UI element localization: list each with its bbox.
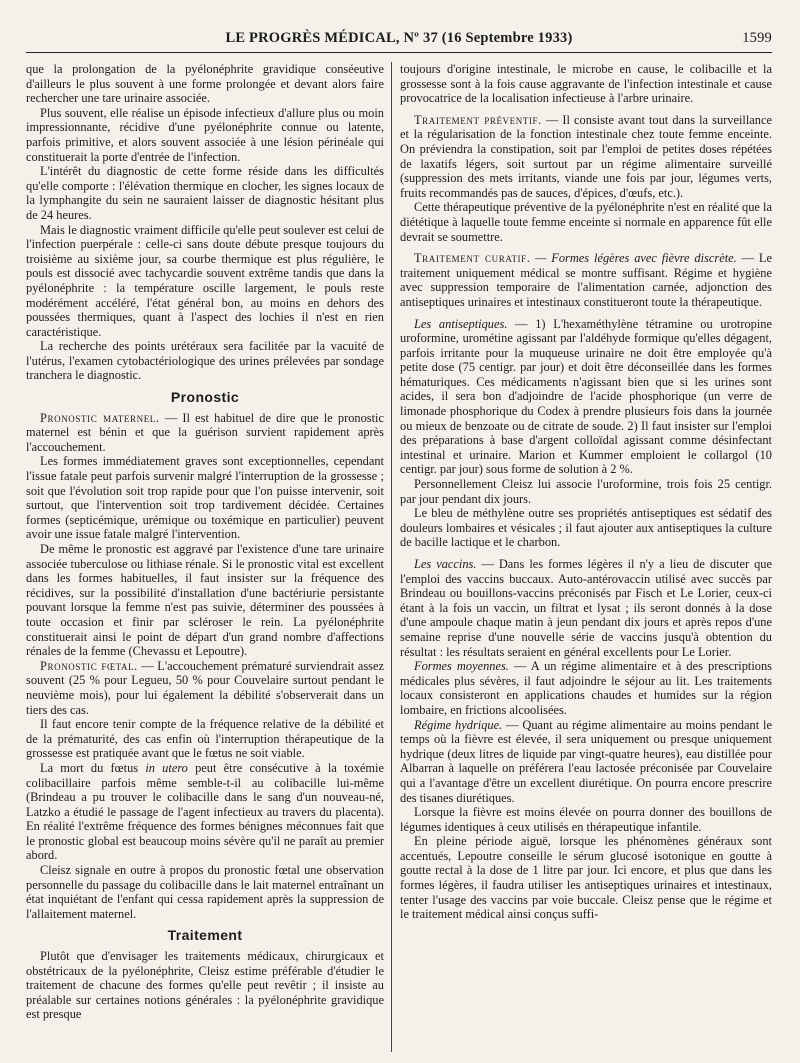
paragraph: Lorsque la fièvre est moins élevée on pourra donner des bouillons de légumes identiques à ceux utilisés en thérapeutique infantile. bbox=[400, 805, 772, 834]
paragraph: La mort du fœtus in utero peut être consécutive à la toxémie colibacillaire parfois même semble-t-il au colibacille lui-même (Brindeau a pu trouver le colibacille dans le sang d'un nouveau-né, Latzko a étudié le passage de l'agent infectieux au travers du placenta). En réalité l'extrême fréquence des formes bénignes méconnues fait que le pronostic global est beaucoup moins sévère qu'il ne paraît au premier abord. bbox=[26, 760, 384, 863]
paragraph: De même le pronostic est aggravé par l'existence d'une tare urinaire associée tuberculose ou lithiase rénale. Si le pronostic vital est excellent dans les formes habituelles, il faut insister sur la fréquence des récidives, sur la possibilité d'installation d'une bactériurie persistante pouvant lorsque la femme n'est pas suivie, déterminer des poussées à toute occasion et finir par scléroser le rein. La pyélonéphrite constituerait ainsi le point de départ d'un grand nombre d'affections rénales de la femme (Chevassu et Lepoutre). bbox=[26, 542, 384, 659]
paragraph: Les antiseptiques. — 1) L'hexaméthylène tétramine ou urotropine uroformine, urométine agissant par l'aldéhyde formique qu'elles dégagent, parfois irritante pour la muqueuse urinaire ne doit être employée qu'à petite dose (75 centigr. par jour) et doit être déconseillée dans les formes hématuriques. Ces médicaments n'agissant bien que si les urines sont acides, il sera bon d'adjoindre de l'acide phosphorique (un verre de limonade phosphorique du Codex à prendre plusieurs fois dans la journée ou mieux de benzoate ou de citrate de soude. 2) Il faut insister sur l'emploi des préparations à base d'argent colloïdal agissant comme désinfectant intestinal et urinaire. Marion et Kummer emploient le collargol (10 centigr. par jour) sous forme de solution à 2 %. bbox=[400, 316, 772, 477]
paragraph: Le bleu de méthylène outre ses propriétés antiseptiques est sédatif des douleurs lombaires et vésicales ; il faut ajouter aux antiseptiques la culture de bacille lactique et le charbon. bbox=[400, 506, 772, 550]
paragraph: Pronostic maternel. — Il est habituel de dire que le pronostic maternel est bénin et que la guérison survient rapidement après l'accouchement. bbox=[26, 410, 384, 454]
paragraph: Plutôt que d'envisager les traitements médicaux, chirurgicaux et obstétricaux de la pyélonéphrite, Cleisz estime préférable d'étudier le traitement de chacune des formes qu'elle peut revêtir ; il insiste au préalable sur certaines notions générales : la pyélonéphrite gravidique est presque bbox=[26, 949, 384, 1022]
run-in-label: Les antiseptiques. bbox=[414, 316, 508, 331]
paragraph: Cette thérapeutique préventive de la pyélonéphrite n'est en réalité que la diététique à laquelle toute femme enceinte si normale en apparence fût elle devrait se soumettre. bbox=[400, 200, 772, 244]
left-column bbox=[26, 62, 384, 1054]
run-in-label: Pronostic fœtal. bbox=[40, 658, 138, 673]
section-heading-traitement: Traitement bbox=[167, 927, 243, 944]
paragraph: Traitement préventif. — Il consiste avant tout dans la surveillance et la régularisation de la fonction intestinale chez toute femme enceinte. On préviendra la constipation, soit par l'emploi de petites doses répétées de laxatifs légers, soit surtout par un régime alimentaire surveillé (suppression des mets irritants, viande une fois par jour, légumes verts, fruits recommandés pas de sauces, d'épices, d'œufs, etc.). bbox=[400, 112, 772, 200]
run-in-label: Pronostic maternel. bbox=[40, 410, 160, 425]
page-header bbox=[26, 30, 772, 53]
paragraph: L'intérêt du diagnostic de cette forme réside dans les difficultés qu'elle comporte : l'élévation thermique en clocher, les signes locaux de la lymphangite du sein ne sauraient laisser de diagnostic hésitant plus de 24 heures. bbox=[26, 164, 384, 222]
page-number: 1599 bbox=[742, 30, 772, 46]
paragraph: toujours d'origine intestinale, le microbe en cause, le colibacille et la grossesse sont à la fois cause aggravante de l'infection intestinale et cause provocatrice de la localisation infectieuse à l'arbre urinaire. bbox=[400, 62, 772, 106]
paragraph: Mais le diagnostic vraiment difficile qu'elle peut soulever est celui de l'infection puerpérale : celle-ci sans doute débute presque toujours du troisième au sixième jour, sa courbe thermique est plus régulière, le pouls est dissocié avec tachycardie souvent extrême tandis que dans la pyélonéphrite : la température oscille largement, le pouls reste modérément accéléré, l'état général bon, au moins en dehors des poussées thermiques, quant à l'aspect des lochies il n'est en rien caractéristique. bbox=[26, 222, 384, 339]
paragraph: que la prolongation de la pyélonéphrite gravidique conséeutive d'ailleurs le plus souvent à une forme prolongée et devant alors faire rechercher une tare urinaire associée. bbox=[26, 62, 384, 106]
paragraph: Il faut encore tenir compte de la fréquence relative de la débilité et de la prématurité, des cas enfin où l'interruption thérapeutique de la grossesse est pratiquée avant que le fœtus ne soit viable. bbox=[26, 717, 384, 761]
run-in-label: Régime hydrique. bbox=[414, 717, 503, 732]
paragraph: La recherche des points urétéraux sera facilitée par la vacuité de l'utérus, l'examen cytobactériologique des urines prélevées par sondage tranchera le diagnostic. bbox=[26, 339, 384, 383]
paragraph: Régime hydrique. — Quant au régime alimentaire au moins pendant le temps où la fièvre est élevée, il sera uniquement ou presque uniquement hydrique (deux litres de liquide par vingt-quatre heures), eau distillée pour Albarran à laquelle on préférera l'eau lactosée préconisée par Couvelaire qui a l'avantage d'être un excellent diurétique. On pourra encore prescrire des tisanes diurétiques. bbox=[400, 717, 772, 805]
paragraph: Les vaccins. — Dans les formes légères il n'y a lieu de discuter que l'emploi des vaccins buccaux. Auto-antérovaccin utilisé avec succès par Brindeau ou bouillons-vaccins préconisés par Fisch et Le Lorier, ceux-ci étant à la fois un vaccin, un filtrat et lysat ; ils seront donnés à la dose d'une ampoule chaque matin à jeun pendant dix jours et après repos d'une semaine reprise d'une nouvelle série de vaccins jusqu'à obtention du résultat : les résultats seraient en général excellents pour Le Lorier. bbox=[400, 557, 772, 659]
run-in-label: Formes moyennes. bbox=[414, 659, 509, 674]
journal-title: LE PROGRÈS MÉDICAL, Nº 37 (16 Septembre 1933) bbox=[225, 30, 573, 46]
paragraph: Pronostic fœtal. — L'accouchement prématuré surviendrait assez souvent (25 % pour Legueu, 50 % pour Couvelaire surtout pendant le neuvième mois), pour lui également la débilité s'observerait dans un tiers des cas. bbox=[26, 658, 384, 717]
column-divider bbox=[391, 62, 392, 1052]
paragraph: En pleine période aiguë, lorsque les phénomènes généraux sont accentués, Lepoutre conseille le sérum glucosé isotonique en goutte à goutte rectal à la dose de 1 litre par jour. Ici encore, et plus que dans les formes légères, il faudra utiliser les antiseptiques urinaires et intestinaux, tenter l'usage des vaccins par voie buccale. Cleisz pense que le régime et le traitement médical ainsi conçus suffi- bbox=[400, 834, 772, 922]
section-heading-pronostic: Pronostic bbox=[170, 389, 240, 406]
run-in-label: Les vaccins. bbox=[414, 557, 477, 571]
right-column bbox=[400, 62, 772, 1054]
paragraph: Personnellement Cleisz lui associe l'uroformine, trois fois 25 centigr. par jour pendant dix jours. bbox=[400, 477, 772, 506]
paragraph: Traitement curatif. — Formes légères avec fièvre discrète. — Le traitement uniquement médical se montre suffisant. Régime et hygiène avec suppression temporaire de l'alimentation carnée, adjonction des antiseptiques urinaires et intestinaux constitueront toute la thérapeutique. bbox=[400, 251, 772, 309]
paragraph: Cleisz signale en outre à propos du pronostic fœtal une observation personnelle du passage du colibacille dans le lait maternel entraînant un état inquiétant de l'enfant qui cessa rapidement après la suppression de l'allaitement maternel. bbox=[26, 863, 384, 921]
paragraph: Plus souvent, elle réalise un épisode infectieux d'allure plus ou moin impressionnante, récidive d'une pyélonéphrite connue ou latente, parfois primitive, et alors souvent associée à une lésion périnéale qui constituerait la porte d'entrée de l'infection. bbox=[26, 105, 384, 164]
run-in-label: Traitement curatif. bbox=[414, 251, 531, 266]
paragraph: Formes moyennes. — A un régime alimentaire et à des prescriptions médicales plus sévères, il faut adjoindre le séjour au lit. Les traitements locaux consisteront en applications chaudes et humides sur la région lombaire, en frictions alcoolisées. bbox=[400, 659, 772, 717]
run-in-label: Traitement préventif. bbox=[414, 112, 542, 127]
paragraph: Les formes immédiatement graves sont exceptionnelles, cependant l'issue fatale peut parfois survenir malgré l'interruption de la grossesse ; soit que l'évolution soit trop rapide pour que l'on puisse intervenir, soit surtout, que l'intervention soit trop tardivement décidée. Certaines formes (septicémique, urémique ou toxémique en particulier) peuvent avoir une issue fatale malgré l'intervention. bbox=[26, 454, 384, 542]
